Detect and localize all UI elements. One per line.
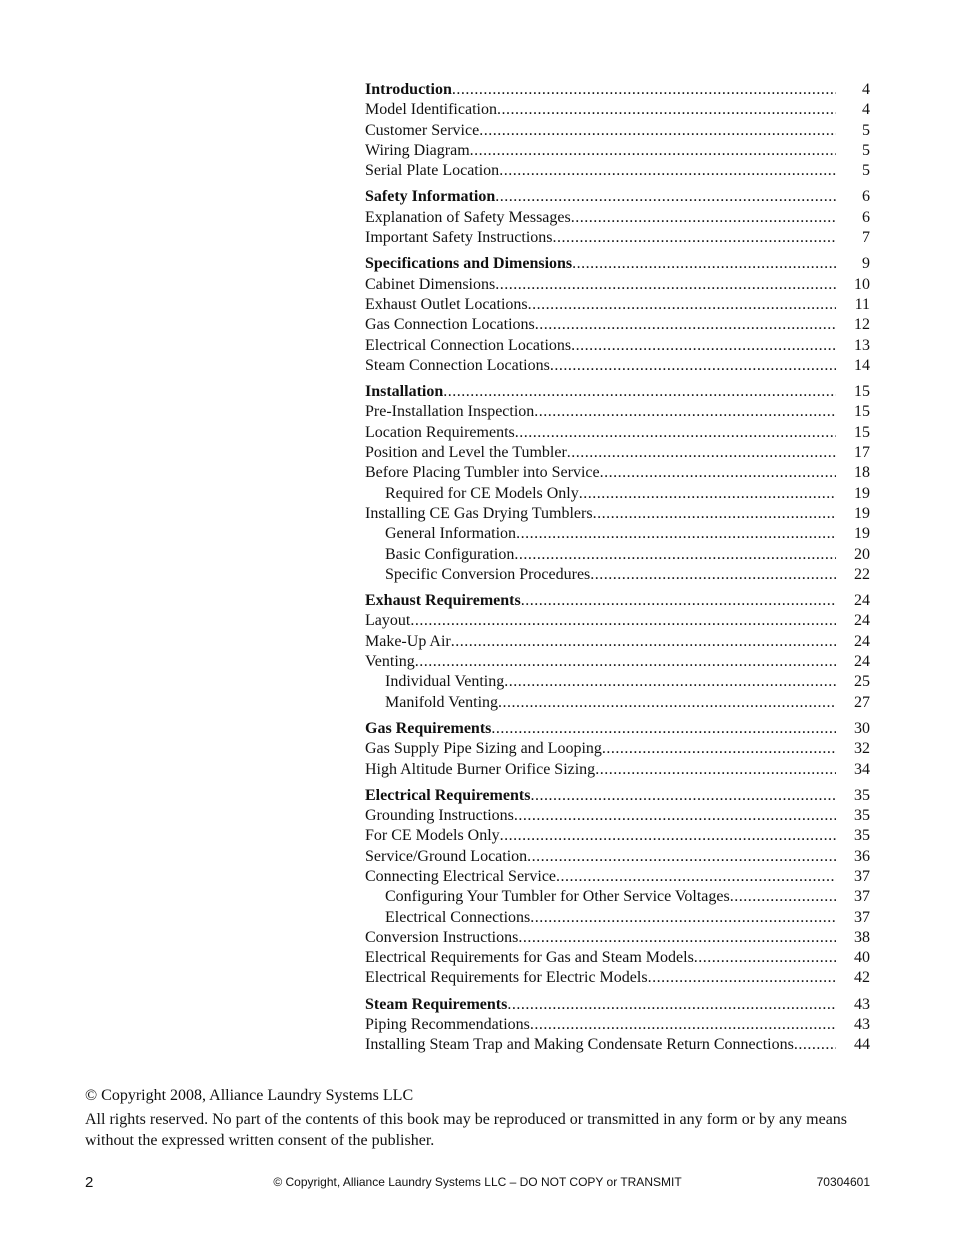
dot-leader	[579, 484, 836, 504]
toc-entry-title	[365, 443, 567, 463]
toc-entry-leader	[365, 275, 836, 295]
dot-leader	[530, 786, 836, 806]
toc-item[interactable]	[365, 826, 870, 846]
toc-entry-title-text: Explanation of Safety Messages	[365, 208, 571, 226]
toc-item[interactable]	[365, 948, 870, 968]
toc-section	[365, 591, 870, 713]
dot-leader	[515, 423, 836, 443]
toc-entry-title-text: High Altitude Burner Orifice Sizing	[365, 760, 596, 778]
toc-entry-title	[365, 968, 648, 988]
toc-subitem[interactable]	[365, 887, 870, 907]
toc-entry-title-text: Specifications and Dimensions	[365, 255, 573, 273]
toc-entry-leader	[365, 295, 836, 315]
dot-leader	[648, 968, 836, 988]
toc-entry-leader	[365, 672, 836, 692]
toc-entry-title-text: Serial Plate Location	[365, 162, 500, 180]
toc-page-number: 32	[854, 740, 870, 758]
dot-leader	[567, 443, 836, 463]
toc-page-number: 7	[862, 229, 870, 247]
toc-entry-title	[365, 826, 500, 846]
toc-entry-title	[365, 228, 553, 248]
copyright-line: © Copyright 2008, Alliance Laundry Systems LLC	[85, 1087, 414, 1104]
toc-entry-title	[365, 887, 730, 907]
rights-statement: All rights reserved. No part of the contents of this book may be reproduced or transmitted in any form or by any means without the expressed written consent of the publisher.	[85, 1111, 848, 1149]
toc-page-number: 18	[854, 464, 870, 482]
toc-entry-leader	[365, 847, 836, 867]
toc-entry-title	[365, 484, 579, 504]
toc-page-number: 44	[854, 1036, 870, 1054]
toc-entry-leader	[365, 867, 836, 887]
toc-entry-title-text: Piping Recommendations	[365, 1016, 530, 1034]
toc-page-number: 5	[862, 141, 870, 159]
dot-leader	[507, 995, 836, 1015]
toc-entry-title-text: Gas Connection Locations	[365, 316, 535, 334]
dot-leader	[470, 141, 836, 161]
toc-entry-title	[365, 1035, 794, 1055]
toc-entry-leader	[365, 80, 836, 100]
toc-entry-leader	[365, 948, 836, 968]
toc-entry-leader	[365, 402, 836, 422]
dot-leader	[479, 121, 836, 141]
toc-entry-title-text: Individual Venting	[385, 673, 505, 691]
toc-entry-title-text: Position and Level the Tumbler	[365, 444, 567, 462]
toc-item[interactable]	[365, 208, 870, 228]
toc-entry-title	[365, 121, 479, 141]
toc-section	[365, 254, 870, 376]
dot-leader	[535, 315, 836, 335]
toc-page-number: 38	[854, 928, 870, 946]
toc-item[interactable]	[365, 141, 870, 161]
toc-item[interactable]	[365, 968, 870, 988]
toc-entry-title	[365, 760, 595, 780]
document-number: 70304601	[816, 1175, 870, 1189]
toc-entry-title-text: Wiring Diagram	[365, 141, 470, 159]
toc-page-number: 20	[854, 545, 870, 563]
dot-leader	[530, 1015, 836, 1035]
toc-page-number: 24	[854, 592, 870, 610]
toc-item[interactable]	[365, 443, 870, 463]
toc-entry-leader	[365, 968, 836, 988]
toc-item[interactable]	[365, 161, 870, 181]
toc-entry-title-text: Venting	[365, 653, 415, 671]
toc-item[interactable]	[365, 504, 870, 524]
toc-section	[365, 786, 870, 989]
toc-page-number: 35	[854, 807, 870, 825]
toc-item[interactable]	[365, 402, 870, 422]
toc-item[interactable]	[365, 100, 870, 120]
toc-entry-title	[365, 80, 452, 100]
dot-leader	[550, 356, 836, 376]
toc-page-number: 37	[854, 888, 870, 906]
toc-item[interactable]	[365, 121, 870, 141]
dot-leader	[530, 908, 836, 928]
dot-leader	[410, 611, 836, 631]
toc-entry-title	[365, 786, 530, 806]
toc-entry-leader	[365, 382, 836, 402]
toc-subitem[interactable]	[365, 524, 870, 544]
dot-leader	[514, 806, 836, 826]
toc-entry-leader	[365, 121, 836, 141]
toc-entry-title	[365, 867, 556, 887]
toc-item[interactable]	[365, 847, 870, 867]
toc-entry-title	[365, 847, 527, 867]
dot-leader	[497, 100, 836, 120]
toc-entry-title	[365, 719, 491, 739]
toc-item[interactable]	[365, 336, 870, 356]
toc-entry-leader	[365, 760, 836, 780]
toc-entry-title-text: Pre-Installation Inspection	[365, 403, 535, 421]
toc-page-number: 25	[854, 673, 870, 691]
dot-leader	[491, 719, 836, 739]
toc-page-number: 43	[854, 995, 870, 1013]
toc-section	[365, 719, 870, 780]
toc-heading[interactable]	[365, 382, 870, 402]
toc-entry-title	[365, 295, 528, 315]
dot-leader	[500, 826, 836, 846]
toc-entry-title-text: Safety Information	[365, 188, 496, 206]
toc-entry-title-text: Electrical Requirements for Electric Models	[365, 969, 648, 987]
toc-heading[interactable]	[365, 995, 870, 1015]
toc-entry-leader	[365, 100, 836, 120]
toc-entry-title-text: Gas Supply Pipe Sizing and Looping	[365, 740, 602, 758]
toc-item[interactable]	[365, 315, 870, 335]
toc-page-number: 10	[854, 275, 870, 293]
toc-entry-leader	[365, 591, 836, 611]
toc-entry-title-text: Location Requirements	[365, 423, 515, 441]
toc-page-number: 17	[854, 444, 870, 462]
toc-entry-title-text: Grounding Instructions	[365, 807, 514, 825]
toc-entry-title	[365, 806, 514, 826]
toc-entry-leader	[365, 254, 836, 274]
toc-section	[365, 995, 870, 1056]
toc-entry-title-text: Customer Service	[365, 121, 480, 139]
toc-page-number: 15	[854, 403, 870, 421]
toc-entry-title	[365, 336, 571, 356]
toc-subitem[interactable]	[365, 484, 870, 504]
dot-leader	[495, 275, 836, 295]
toc-entry-leader	[365, 739, 836, 759]
toc-entry-title-text: Steam Requirements	[365, 995, 508, 1013]
toc-page-number: 6	[862, 208, 870, 226]
dot-leader	[498, 693, 836, 713]
toc-page-number: 4	[862, 81, 870, 98]
toc-entry-title-text: Cabinet Dimensions	[365, 275, 496, 293]
dot-leader	[516, 524, 836, 544]
toc-entry-title-text: Basic Configuration	[385, 545, 515, 563]
toc-entry-leader	[365, 336, 836, 356]
toc-item[interactable]	[365, 275, 870, 295]
toc-entry-leader	[365, 928, 836, 948]
toc-page-number: 27	[854, 693, 870, 711]
toc-entry-title-text: Electrical Connections	[385, 908, 531, 926]
toc-entry-title	[365, 423, 515, 443]
toc-entry-title-text: Layout	[365, 612, 411, 630]
toc-entry-title	[365, 315, 535, 335]
toc-entry-title-text: Make-Up Air	[365, 632, 451, 650]
toc-entry-title	[365, 995, 507, 1015]
toc-heading[interactable]	[365, 786, 870, 806]
toc-page-number: 5	[862, 162, 870, 180]
toc-entry-title	[365, 739, 602, 759]
toc-item[interactable]	[365, 295, 870, 315]
dot-leader	[730, 887, 836, 907]
toc-subitem[interactable]	[365, 693, 870, 713]
toc-entry-title	[365, 208, 571, 228]
toc-page-number: 19	[854, 504, 870, 522]
toc-entry-title	[365, 545, 514, 565]
toc-page-number: 40	[854, 949, 870, 967]
toc-entry-leader	[365, 719, 836, 739]
toc-entry-title	[365, 463, 600, 483]
toc-entry-leader	[365, 565, 836, 585]
toc-entry-leader	[365, 652, 836, 672]
toc-section	[365, 80, 870, 181]
toc-page-number: 36	[854, 847, 870, 865]
toc-entry-leader	[365, 786, 836, 806]
toc-item[interactable]	[365, 739, 870, 759]
dot-leader	[518, 928, 836, 948]
toc-page-number: 14	[854, 356, 870, 374]
toc-entry-title	[365, 254, 572, 274]
toc-page-number: 35	[854, 786, 870, 804]
dot-leader	[602, 739, 836, 759]
toc-entry-title	[365, 632, 451, 652]
toc-entry-leader	[365, 356, 836, 376]
toc-entry-title-text: Steam Connection Locations	[365, 356, 550, 374]
toc-page-number: 13	[854, 336, 870, 354]
toc-item[interactable]	[365, 760, 870, 780]
toc-item[interactable]	[365, 928, 870, 948]
toc-section	[365, 382, 870, 585]
toc-subitem[interactable]	[365, 565, 870, 585]
toc-page-number: 19	[854, 525, 870, 543]
dot-leader	[514, 545, 836, 565]
toc-page-number: 9	[862, 255, 870, 273]
toc-entry-leader	[365, 826, 836, 846]
toc-item[interactable]	[365, 356, 870, 376]
toc-item[interactable]	[365, 1015, 870, 1035]
toc-entry-leader	[365, 141, 836, 161]
dot-leader	[534, 402, 836, 422]
toc-page-number: 22	[854, 565, 870, 583]
dot-leader	[527, 847, 836, 867]
toc-entry-title	[365, 187, 495, 207]
toc-subitem[interactable]	[365, 908, 870, 928]
toc-entry-leader	[365, 463, 836, 483]
toc-entry-title-text: Important Safety Instructions	[365, 229, 553, 247]
toc-subitem[interactable]	[365, 545, 870, 565]
toc-entry-leader	[365, 632, 836, 652]
toc-entry-title	[365, 565, 590, 585]
toc-item[interactable]	[365, 228, 870, 248]
toc-entry-title	[365, 652, 415, 672]
toc-entry-title-text: Exhaust Outlet Locations	[365, 295, 528, 313]
dot-leader	[443, 382, 836, 402]
toc-page-number: 6	[862, 188, 870, 206]
toc-entry-title-text: Connecting Electrical Service	[365, 867, 557, 885]
table-of-contents	[365, 80, 870, 1062]
toc-heading[interactable]	[365, 591, 870, 611]
toc-entry-title-text: Model Identification	[365, 101, 497, 119]
toc-page-number: 24	[854, 612, 870, 630]
toc-item[interactable]	[365, 632, 870, 652]
toc-page-number: 35	[854, 827, 870, 845]
dot-leader	[556, 867, 836, 887]
toc-entry-title-text: Manifold Venting	[385, 693, 499, 711]
toc-entry-leader	[365, 611, 836, 631]
toc-entry-title	[365, 1015, 530, 1035]
dot-leader	[694, 948, 836, 968]
toc-entry-leader	[365, 908, 836, 928]
toc-entry-title	[365, 928, 518, 948]
dot-leader	[571, 208, 836, 228]
dot-leader	[504, 672, 836, 692]
toc-entry-leader	[365, 208, 836, 228]
toc-page-number: 37	[854, 908, 870, 926]
toc-entry-leader	[365, 187, 836, 207]
toc-entry-title-text: Gas Requirements	[365, 719, 492, 737]
toc-page-number: 24	[854, 653, 870, 671]
toc-entry-title	[365, 382, 443, 402]
toc-entry-title-text: Specific Conversion Procedures	[385, 565, 591, 583]
toc-entry-leader	[365, 228, 836, 248]
toc-entry-title	[365, 402, 534, 422]
toc-entry-leader	[365, 887, 836, 907]
dot-leader	[595, 760, 836, 780]
toc-page-number: 37	[854, 867, 870, 885]
toc-entry-title	[365, 948, 694, 968]
dot-leader	[499, 161, 836, 181]
toc-heading[interactable]	[365, 254, 870, 274]
toc-entry-leader	[365, 443, 836, 463]
toc-item[interactable]	[365, 611, 870, 631]
toc-page-number: 15	[854, 423, 870, 441]
toc-section	[365, 187, 870, 248]
toc-item[interactable]	[365, 806, 870, 826]
toc-entry-leader	[365, 1015, 836, 1035]
toc-item[interactable]	[365, 652, 870, 672]
toc-entry-title	[365, 524, 516, 544]
toc-entry-title	[365, 100, 497, 120]
toc-entry-title	[365, 504, 593, 524]
toc-page-number: 43	[854, 1016, 870, 1034]
toc-entry-leader	[365, 545, 836, 565]
dot-leader	[528, 295, 836, 315]
toc-heading[interactable]	[365, 80, 870, 100]
toc-entry-leader	[365, 693, 836, 713]
toc-item[interactable]	[365, 423, 870, 443]
copyright-block	[85, 1086, 875, 1151]
toc-entry-title-text: Service/Ground Location	[365, 847, 528, 865]
toc-entry-title-text: Installing CE Gas Drying Tumblers	[365, 504, 593, 522]
toc-entry-title-text: General Information	[385, 525, 517, 543]
toc-entry-title	[365, 672, 504, 692]
toc-item[interactable]	[365, 867, 870, 887]
toc-entry-title	[365, 693, 498, 713]
toc-entry-title-text: Before Placing Tumbler into Service	[365, 464, 600, 482]
toc-entry-leader	[365, 484, 836, 504]
toc-entry-title-text: Electrical Requirements for Gas and Steam Models	[365, 949, 694, 967]
dot-leader	[495, 187, 836, 207]
toc-entry-title-text: Required for CE Models Only	[385, 484, 579, 502]
toc-entry-title	[365, 611, 410, 631]
toc-page-number: 19	[854, 484, 870, 502]
dot-leader	[521, 591, 836, 611]
dot-leader	[415, 652, 836, 672]
toc-entry-title	[365, 161, 499, 181]
toc-entry-title	[365, 356, 550, 376]
toc-entry-leader	[365, 524, 836, 544]
toc-entry-title	[365, 908, 530, 928]
dot-leader	[452, 80, 836, 100]
toc-page-number: 4	[862, 101, 870, 119]
toc-entry-title-text: Configuring Your Tumbler for Other Service Voltages	[385, 888, 730, 906]
toc-page-number: 34	[854, 760, 870, 778]
toc-entry-title	[365, 141, 470, 161]
toc-entry-leader	[365, 161, 836, 181]
dot-leader	[794, 1035, 836, 1055]
toc-entry-title	[365, 275, 495, 295]
toc-entry-title-text: Introduction	[365, 81, 452, 98]
dot-leader	[590, 565, 836, 585]
toc-page-number: 24	[854, 632, 870, 650]
toc-entry-title-text: Exhaust Requirements	[365, 592, 521, 610]
toc-entry-title-text: Electrical Connection Locations	[365, 336, 572, 354]
toc-entry-leader	[365, 995, 836, 1015]
toc-page-number: 5	[862, 121, 870, 139]
dot-leader	[571, 336, 836, 356]
toc-entry-title-text: For CE Models Only	[365, 827, 500, 845]
dot-leader	[451, 632, 836, 652]
footer-copyright-notice: © Copyright, Alliance Laundry Systems LLC – DO NOT COPY or TRANSMIT	[273, 1175, 682, 1189]
toc-page-number: 15	[854, 383, 870, 401]
toc-entry-leader	[365, 504, 836, 524]
toc-page-number: 30	[854, 719, 870, 737]
page-footer	[85, 1172, 870, 1194]
toc-heading[interactable]	[365, 719, 870, 739]
toc-page-number: 42	[854, 969, 870, 987]
toc-entry-title	[365, 591, 521, 611]
dot-leader	[600, 463, 836, 483]
toc-heading[interactable]	[365, 187, 870, 207]
toc-entry-title-text: Conversion Instructions	[365, 928, 519, 946]
toc-subitem[interactable]	[365, 672, 870, 692]
toc-entry-title-text: Electrical Requirements	[365, 786, 531, 804]
dot-leader	[593, 504, 836, 524]
toc-item[interactable]	[365, 1035, 870, 1055]
toc-entry-title-text: Installation	[365, 383, 444, 401]
dot-leader	[572, 254, 836, 274]
dot-leader	[553, 228, 836, 248]
toc-page-number: 12	[854, 316, 870, 334]
toc-entry-leader	[365, 423, 836, 443]
toc-entry-title-text: Installing Steam Trap and Making Condensate Return Connections	[365, 1036, 794, 1054]
toc-entry-leader	[365, 806, 836, 826]
toc-item[interactable]	[365, 463, 870, 483]
toc-page-number: 11	[854, 295, 870, 313]
page-number: 2	[85, 1174, 94, 1191]
toc-entry-leader	[365, 1035, 836, 1055]
toc-entry-leader	[365, 315, 836, 335]
